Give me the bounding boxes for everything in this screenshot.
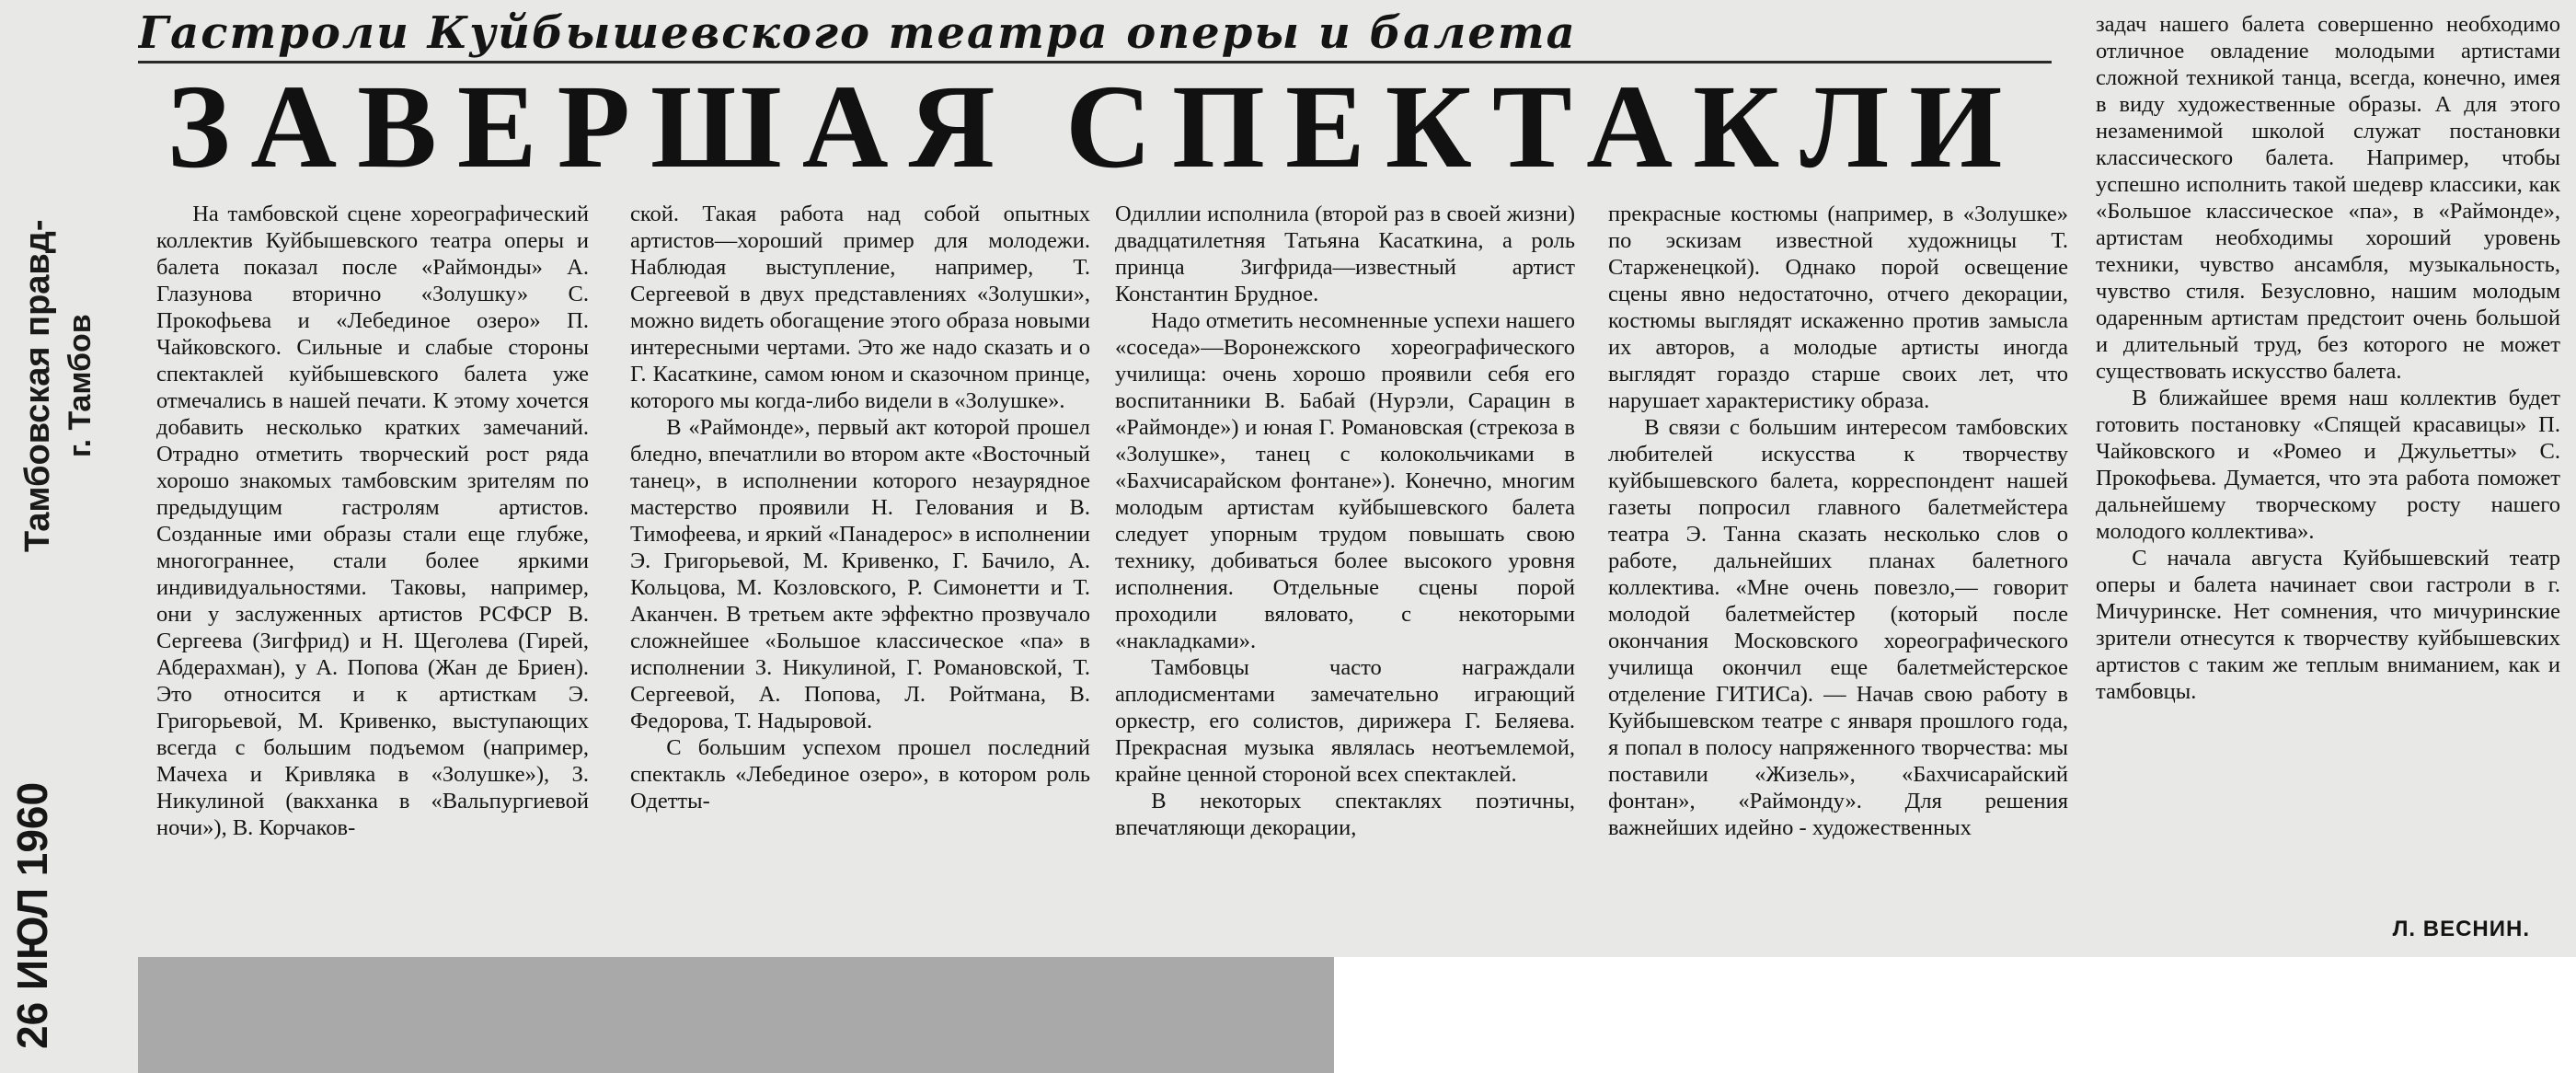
article-headline: ЗАВЕРШАЯ СПЕКТАКЛИ	[167, 63, 2023, 191]
article-column-3	[1115, 201, 1575, 946]
column-paragraph: Одиллии исполнила (второй раз в своей жизни) двадцатилетняя Татьяна Касаткина, а роль принца Зигфрида—известный артист Константин Брудное.	[1115, 202, 1575, 306]
scan-background-strip	[138, 957, 1334, 1073]
column-paragraph: Надо отметить несомненные успехи нашего «соседа»—Воронежского хореографического училища: очень хорошо проявили себя его воспитанники В. Бабай (Нурэли, Сарацин в «Раймонде») и юная Г. Романовская (стрекоза в «Золушке», танец с колокольчиками в «Бахчисарайском фонтане»). Конечно, многим молодым артистам куйбышевского балета следует упорным трудом повышать свою технику, добиваться более высокого уровня исполнения. Отдельные сцены порой проходили вяловато, с некоторыми «накладками».	[1115, 308, 1575, 653]
column-paragraph: Тамбовцы часто награждали аплодисментами замечательно играющий оркестр, его солистов, дирижера Г. Беляева. Прекрасная музыка являлась неотъемлемой, крайне ценной стороной всех спектаклей.	[1115, 655, 1575, 787]
column-paragraph: В некоторых спектаклях поэтичны, впечатляющи декорации,	[1115, 789, 1575, 840]
source-label-line1: Тамбовская правд-	[18, 219, 57, 552]
column-paragraph: С большим успехом прошел последний спектакль «Лебединое озеро», в котором роль Одетты-	[630, 735, 1090, 813]
article-column-2	[630, 201, 1090, 946]
date-stamp: 26 ИЮЛ 1960	[8, 781, 56, 1049]
author-signature: Л. ВЕСНИН.	[2392, 917, 2530, 941]
column-paragraph: ской. Такая работа над собой опытных артистов—хороший пример для молодежи. Наблюдая выступление, например, Т. Сергеевой в двух представлениях «Золушки», можно видеть обогащение этого образа новыми интересными чертами. Это же надо сказать и о Г. Касаткине, самом юном и сказочном принце, которого мы когда-либо видели в «Золушке».	[630, 202, 1090, 413]
source-label-line2: г. Тамбов	[63, 314, 98, 458]
column-paragraph: На тамбовской сцене хореографический коллектив Куйбышевского театра оперы и балета показал после «Раймонды» А. Глазунова вторично «Золушку» С. Прокофьева и «Лебединое озеро» П. Чайковского. Сильные и слабые стороны спектаклей куйбышевского балета уже отмечались в нашей печати. К этому хочется добавить несколько кратких замечаний. Отрадно отметить творческий рост ряда хорошо знакомых тамбовским зрителям по предыдущим гастролям артистов. Созданные ими образы стали еще глубже, многограннее, стали более яркими индивидуальностями. Таковы, например, они у заслуженных артистов РСФСР В. Сергеева (Зигфрид) и Н. Щеголева (Гирей, Абдерахман), у А. Попова (Жан де Бриен). Это относится и к артисткам Э. Григорьевой, М. Кривенко, выступающих всегда с большим подъемом (например, Мачеха и Кривляка в «Золушке»), З. Никулиной (вакханка в «Вальпургиевой ночи»), В. Корчаков-	[156, 202, 589, 840]
article-column-1	[156, 201, 589, 946]
source-label	[17, 219, 101, 552]
column-paragraph: В связи с большим интересом тамбовских любителей искусства к творчеству куйбышевского балета, корреспондент нашей газеты попросил главного балетмейстера театра Э. Танна сказать несколько слов о работе, дальнейших планах балетного коллектива. «Мне очень повезло,— говорит молодой балетмейстер (который после окончания Московского хореографического училища окончил еще балетмейстерское отделение ГИТИСа). — Начав свою работу в Куйбышевском театре с января прошлого года, я попал в полосу напряженного творчества: мы поставили «Жизель», «Бахчисарайский фонтан», «Раймонду». Для решения важнейших идейно - художественных	[1608, 415, 2068, 840]
column-paragraph: задач нашего балета совершенно необходимо отличное овладение молодыми артистами сложной техникой танца, всегда, конечно, имея в виду художественные образы. А для этого незаменимой школой служат постановки классического балета. Например, чтобы успешно исполнить такой шедевр классики, как «Большое классическое «па», в «Раймонде», артистам необходимы хороший уровень техники, чувство ансамбля, музыкальность, чувство стиля. Безусловно, нашим молодым одаренным артистам предстоит очень большой и длительный труд, без которого не может существовать искусство балета.	[2096, 12, 2560, 384]
column-paragraph: В ближайшее время наш коллектив будет готовить постановку «Спящей красавицы» П. Чайковского и «Ромео и Джульетты» С. Прокофьева. Думается, что эта работа поможет дальнейшему творческому росту нашего молодого коллектива».	[2096, 386, 2560, 544]
column-paragraph: прекрасные костюмы (например, в «Золушке» по эскизам известной художницы Т. Старженецкой). Однако порой освещение сцены явно недостаточно, отчего декорации, костюмы выглядят искаженно против замысла их авторов, а молодые артисты иногда выглядят гораздо старше своих лет, что нарушает характеристику образа.	[1608, 202, 2068, 413]
article-column-5	[2096, 11, 2560, 922]
column-paragraph: С начала августа Куйбышевский театр оперы и балета начинает свои гастроли в г. Мичуринске. Нет сомнения, что мичуринские зрители отнесутся к творчеству куйбышевских артистов с таким же теплым вниманием, как и тамбовцы.	[2096, 546, 2560, 704]
column-paragraph: В «Раймонде», первый акт которой прошел бледно, впечатлили во втором акте «Восточный танец», в исполнении которого незаурядное мастерство проявили Н. Гелования и В. Тимофеева, и яркий «Панадерос» в исполнении Э. Григорьевой, М. Кривенко, Г. Бачило, А. Кольцова, М. Козловского, Р. Симонетти и Т. Аканчен. В третьем акте эффектно прозвучало сложнейшее «Большое классическое «па» в исполнении З. Никулиной, Г. Романовской, Т. Сергеевой, А. Попова, Л. Ройтмана, В. Федорова, Т. Надыровой.	[630, 415, 1090, 733]
article-kicker: Гастроли Куйбышевского театра оперы и балета	[138, 6, 2052, 63]
article-column-4	[1608, 201, 2068, 946]
